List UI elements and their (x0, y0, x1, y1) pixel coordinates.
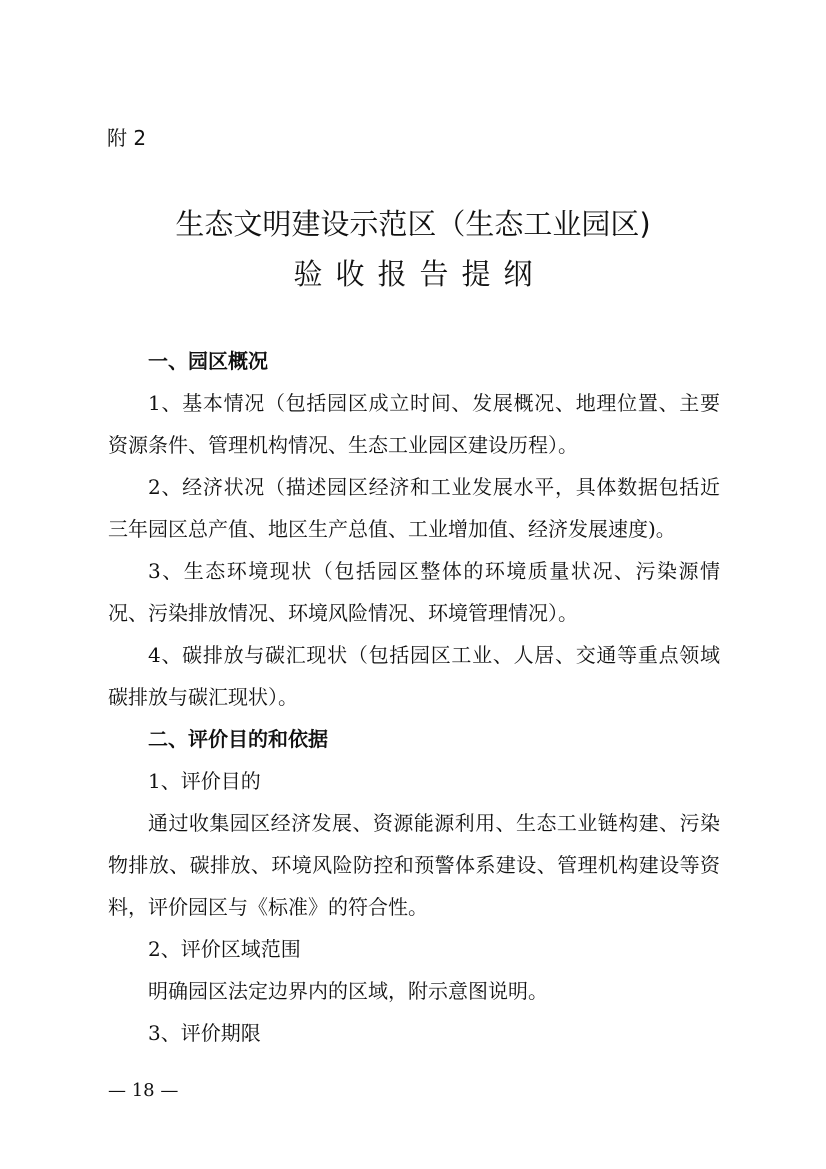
section-2-subheading-2: 2、评价区域范围 (148, 937, 301, 961)
attachment-label: 附 2 (107, 126, 147, 150)
section-2-paragraph-1: 通过收集园区经济发展、资源能源利用、生态工业链构建、污染物排放、碳排放、环境风险防控和预警体系建设、管理机构建设等资料，评价园区与《标准》的符合性。 (108, 811, 720, 919)
section-1-paragraph-2: 2、经济状况（描述园区经济和工业发展水平，具体数据包括近三年园区总产值、地区生产总值、工业增加值、经济发展速度)。 (108, 475, 720, 541)
section-2-paragraph-2: 明确园区法定边界内的区域，附示意图说明。 (148, 979, 548, 1003)
title-line-1: 生态文明建设示范区（生态工业园区) (175, 207, 651, 241)
title-line-2: 验收报告提纲 (293, 257, 546, 291)
section-1-paragraph-3: 3、生态环境现状（包括园区整体的环境质量状况、污染源情况、污染排放情况、环境风险情况、环境管理情况）。 (108, 559, 720, 625)
body-text (108, 340, 720, 1054)
section-1-paragraph-4: 4、碳排放与碳汇现状（包括园区工业、人居、交通等重点领域碳排放与碳汇现状）。 (108, 643, 720, 709)
page-number: — 18 — (108, 1080, 179, 1101)
section-2-subheading-1: 1、评价目的 (148, 769, 261, 793)
section-1-paragraph-1: 1、基本情况（包括园区成立时间、发展概况、地理位置、主要资源条件、管理机构情况、生态工业园区建设历程）。 (108, 391, 720, 457)
section-2-subheading-3: 3、评价期限 (148, 1021, 261, 1045)
section-1-heading: 一、园区概况 (148, 349, 268, 373)
section-2-heading: 二、评价目的和依据 (148, 727, 328, 751)
